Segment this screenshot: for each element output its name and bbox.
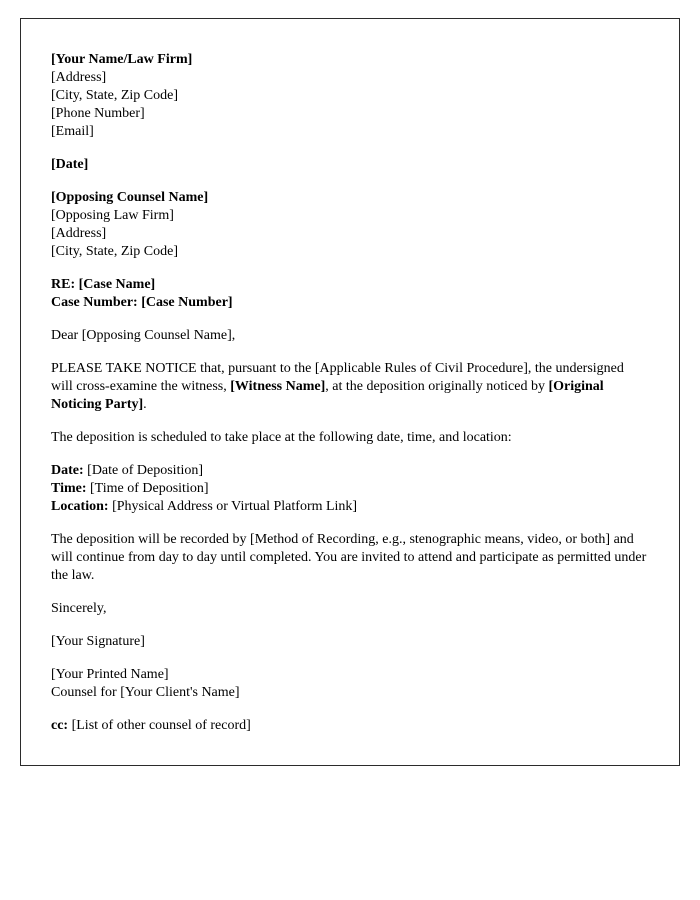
recording-paragraph-text: The deposition will be recorded by [Method of Recording, e.g., stenographic means, video, or both] and will continue from day to day until completed. You are invited to attend and participate as permitted under the law. [51, 532, 647, 583]
time-label: Time: [51, 481, 87, 496]
printed-name-block [51, 666, 649, 702]
recipient-name: [Opposing Counsel Name] [51, 190, 209, 205]
letter-document [20, 18, 680, 766]
sender-email: [Email] [51, 124, 94, 139]
recipient-firm: [Opposing Law Firm] [51, 208, 174, 223]
salutation-block [51, 327, 649, 345]
cc-line [51, 717, 649, 735]
deposition-location-line [51, 498, 649, 516]
recipient-city-state-zip: [City, State, Zip Code] [51, 244, 179, 259]
schedule-intro-text: The deposition is scheduled to take place at the following date, time, and location: [51, 430, 512, 445]
date-value: [Date of Deposition] [83, 463, 204, 478]
recipient-block [51, 189, 649, 261]
schedule-intro-paragraph [51, 429, 649, 447]
sender-address: [Address] [51, 70, 107, 85]
sender-city-state-zip: [City, State, Zip Code] [51, 88, 179, 103]
cc-block [51, 717, 649, 735]
sender-phone: [Phone Number] [51, 106, 145, 121]
counsel-for-line: Counsel for [Your Client's Name] [51, 685, 240, 700]
deposition-time-line [51, 480, 649, 498]
cc-value: [List of other counsel of record] [68, 718, 251, 733]
re-line: RE: [Case Name] [51, 277, 156, 292]
signature-block [51, 633, 649, 651]
time-value: [Time of Deposition] [86, 481, 209, 496]
salutation-line: Dear [Opposing Counsel Name], [51, 328, 236, 343]
closing-line: Sincerely, [51, 601, 107, 616]
date-line: [Date] [51, 157, 89, 172]
cc-label: cc: [51, 718, 69, 733]
deposition-date-line [51, 462, 649, 480]
notice-paragraph [51, 360, 649, 414]
sender-name: [Your Name/Law Firm] [51, 52, 193, 67]
notice-text-1: PLEASE TAKE NOTICE that, pursuant to the [Applicable Rules of Civil Procedure], the undersigned will cross-examine the witness, [51, 361, 624, 394]
notice-text-2: , at the deposition originally noticed by [325, 379, 549, 394]
witness-name-placeholder: [Witness Name] [230, 379, 326, 394]
deposition-details-block [51, 462, 649, 516]
date-label: Date: [51, 463, 84, 478]
subject-block [51, 276, 649, 312]
printed-name-line: [Your Printed Name] [51, 667, 169, 682]
location-label: Location: [51, 499, 109, 514]
original-noticing-party-placeholder: [Original Noticing Party] [51, 379, 604, 412]
signature-line: [Your Signature] [51, 634, 145, 649]
case-number-line: Case Number: [Case Number] [51, 295, 233, 310]
notice-text-3: . [143, 397, 147, 412]
recipient-address: [Address] [51, 226, 107, 241]
sender-block [51, 51, 649, 141]
closing-block [51, 600, 649, 618]
date-block [51, 156, 649, 174]
location-value: [Physical Address or Virtual Platform Link] [108, 499, 358, 514]
recording-paragraph [51, 531, 649, 585]
